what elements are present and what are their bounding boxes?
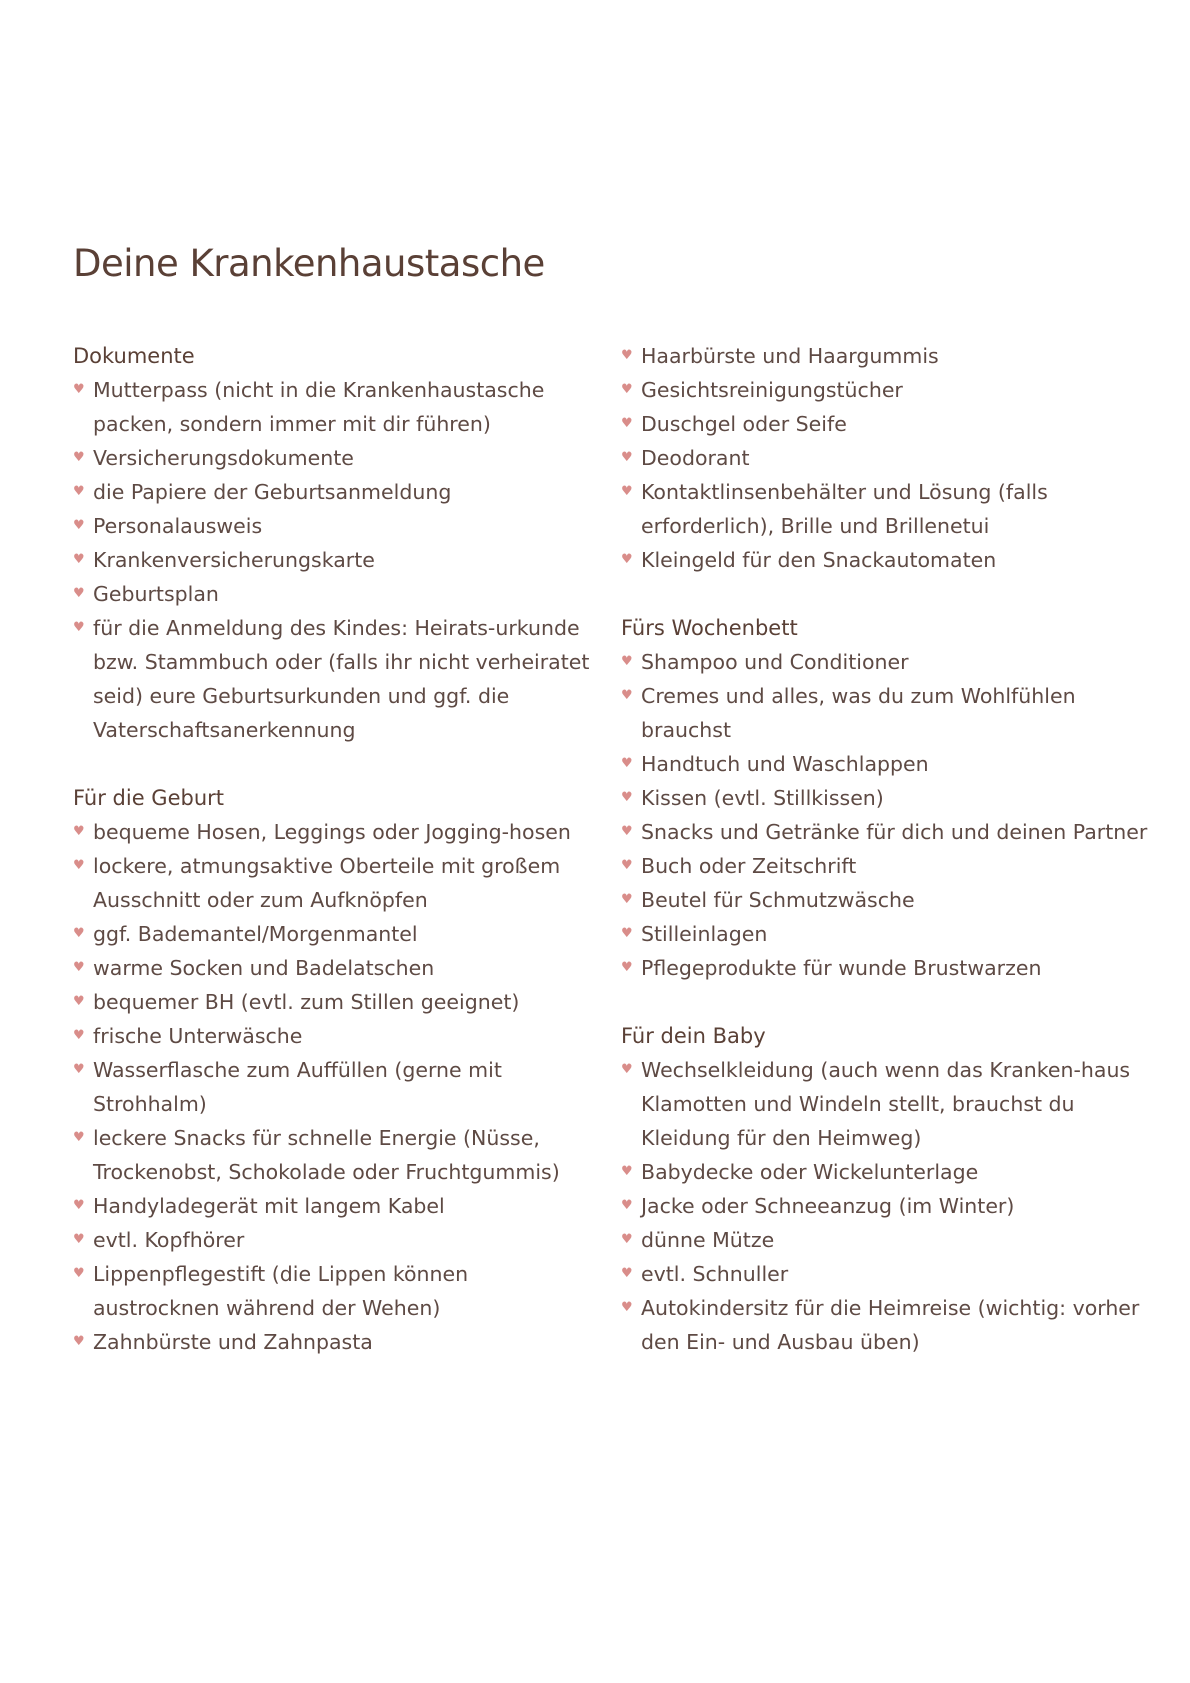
heart-icon: ♥ <box>621 484 633 499</box>
list-item: ♥ Personalausweis <box>73 509 593 543</box>
heart-icon: ♥ <box>621 416 633 431</box>
heart-icon: ♥ <box>73 1266 85 1281</box>
heart-icon: ♥ <box>621 1300 633 1315</box>
heart-icon: ♥ <box>621 348 633 363</box>
heart-icon: ♥ <box>621 960 633 975</box>
heart-icon: ♥ <box>73 552 85 567</box>
list-item: ♥ bequeme Hosen, Leggings oder Jogging-hosen <box>73 815 593 849</box>
heart-icon: ♥ <box>73 620 85 635</box>
heart-icon: ♥ <box>621 688 633 703</box>
heart-icon: ♥ <box>73 824 85 839</box>
list-item: ♥ Versicherungsdokumente <box>73 441 593 475</box>
list-item: ♥ für die Anmeldung des Kindes: Heirats-urkunde bzw. Stammbuch oder (falls ihr nicht verheiratet seid) eure Geburtsurkunden und ggf. die Vaterschaftsanerkennung <box>73 611 593 747</box>
heart-icon: ♥ <box>73 1232 85 1247</box>
list-item: ♥ Buch oder Zeitschrift <box>621 849 1161 883</box>
list-item: ♥ Geburtsplan <box>73 577 593 611</box>
section-heading: Für dein Baby <box>621 1024 766 1048</box>
page-title: Deine Krankenhaustasche <box>73 242 545 285</box>
list-item: ♥ Handyladegerät mit langem Kabel <box>73 1189 593 1223</box>
heart-icon: ♥ <box>73 586 85 601</box>
heart-icon: ♥ <box>621 1164 633 1179</box>
list-item: ♥ evtl. Schnuller <box>621 1257 1161 1291</box>
list-item: ♥ warme Socken und Badelatschen <box>73 951 593 985</box>
section-heading: Fürs Wochenbett <box>621 616 798 640</box>
section-dokumente <box>73 339 593 747</box>
list-item: ♥ Kissen (evtl. Stillkissen) <box>621 781 1161 815</box>
section-fuer-die-geburt <box>73 781 593 1359</box>
list-item: ♥ Deodorant <box>621 441 1161 475</box>
list-item: ♥ Cremes und alles, was du zum Wohlfühlen brauchst <box>621 679 1161 747</box>
heart-icon: ♥ <box>73 1198 85 1213</box>
heart-icon: ♥ <box>621 450 633 465</box>
list-item: ♥ die Papiere der Geburtsanmeldung <box>73 475 593 509</box>
heart-icon: ♥ <box>73 1028 85 1043</box>
heart-icon: ♥ <box>621 552 633 567</box>
list-item: ♥ Haarbürste und Haargummis <box>621 339 1161 373</box>
list-item: ♥ frische Unterwäsche <box>73 1019 593 1053</box>
section-fuers-wochenbett <box>621 611 1161 985</box>
list-item: ♥ Jacke oder Schneeanzug (im Winter) <box>621 1189 1161 1223</box>
heart-icon: ♥ <box>73 1062 85 1077</box>
list-item: ♥ Pflegeprodukte für wunde Brustwarzen <box>621 951 1161 985</box>
list-item: ♥ Kontaktlinsenbehälter und Lösung (falls erforderlich), Brille und Brillenetui <box>621 475 1161 543</box>
list-item: ♥ Shampoo und Conditioner <box>621 645 1161 679</box>
heart-icon: ♥ <box>621 892 633 907</box>
list-item: ♥ Lippenpflegestift (die Lippen können austrocknen während der Wehen) <box>73 1257 593 1325</box>
list-item: ♥ ggf. Bademantel/Morgenmantel <box>73 917 593 951</box>
heart-icon: ♥ <box>73 518 85 533</box>
list-item: ♥ Handtuch und Waschlappen <box>621 747 1161 781</box>
heart-icon: ♥ <box>621 1198 633 1213</box>
heart-icon: ♥ <box>73 960 85 975</box>
list-item: ♥ Beutel für Schmutzwäsche <box>621 883 1161 917</box>
list-item: ♥ Kleingeld für den Snackautomaten <box>621 543 1161 577</box>
list-item: ♥ Gesichtsreinigungstücher <box>621 373 1161 407</box>
list-item: ♥ Snacks und Getränke für dich und deinen Partner <box>621 815 1161 849</box>
list-item: ♥ Duschgel oder Seife <box>621 407 1161 441</box>
heart-icon: ♥ <box>73 1130 85 1145</box>
list-item: ♥ bequemer BH (evtl. zum Stillen geeignet) <box>73 985 593 1019</box>
list-item: ♥ Babydecke oder Wickelunterlage <box>621 1155 1161 1189</box>
heart-icon: ♥ <box>73 994 85 1009</box>
heart-icon: ♥ <box>621 790 633 805</box>
list-item: ♥ evtl. Kopfhörer <box>73 1223 593 1257</box>
heart-icon: ♥ <box>73 382 85 397</box>
heart-icon: ♥ <box>621 654 633 669</box>
heart-icon: ♥ <box>621 926 633 941</box>
list-item: ♥ Wechselkleidung (auch wenn das Kranken-haus Klamotten und Windeln stellt, brauchst du Kleidung für den Heimweg) <box>621 1053 1161 1155</box>
list-item: ♥ Autokindersitz für die Heimreise (wichtig: vorher den Ein- und Ausbau üben) <box>621 1291 1161 1359</box>
list-item: ♥ dünne Mütze <box>621 1223 1161 1257</box>
list-item: ♥ Wasserflasche zum Auffüllen (gerne mit Strohhalm) <box>73 1053 593 1121</box>
heart-icon: ♥ <box>73 926 85 941</box>
list-item: ♥ leckere Snacks für schnelle Energie (Nüsse, Trockenobst, Schokolade oder Fruchtgummis) <box>73 1121 593 1189</box>
heart-icon: ♥ <box>73 484 85 499</box>
heart-icon: ♥ <box>73 858 85 873</box>
left-column <box>73 339 593 1393</box>
checklist <box>621 339 1161 577</box>
list-item: ♥ lockere, atmungsaktive Oberteile mit großem Ausschnitt oder zum Aufknöpfen <box>73 849 593 917</box>
checklist <box>73 373 593 747</box>
section-hygiene <box>621 339 1161 577</box>
heart-icon: ♥ <box>621 1232 633 1247</box>
checklist <box>621 1053 1161 1359</box>
checklist <box>73 815 593 1359</box>
heart-icon: ♥ <box>621 858 633 873</box>
checklist <box>621 645 1161 985</box>
section-fuer-dein-baby <box>621 1019 1161 1359</box>
heart-icon: ♥ <box>621 824 633 839</box>
section-heading: Dokumente <box>73 344 195 368</box>
heart-icon: ♥ <box>621 756 633 771</box>
heart-icon: ♥ <box>621 1062 633 1077</box>
list-item: ♥ Stilleinlagen <box>621 917 1161 951</box>
list-item: ♥ Mutterpass (nicht in die Krankenhaustasche packen, sondern immer mit dir führen) <box>73 373 593 441</box>
right-column <box>621 339 1161 1393</box>
heart-icon: ♥ <box>621 1266 633 1281</box>
heart-icon: ♥ <box>73 450 85 465</box>
list-item: ♥ Zahnbürste und Zahnpasta <box>73 1325 593 1359</box>
list-item: ♥ Krankenversicherungskarte <box>73 543 593 577</box>
heart-icon: ♥ <box>73 1334 85 1349</box>
heart-icon: ♥ <box>621 382 633 397</box>
section-heading: Für die Geburt <box>73 786 225 810</box>
